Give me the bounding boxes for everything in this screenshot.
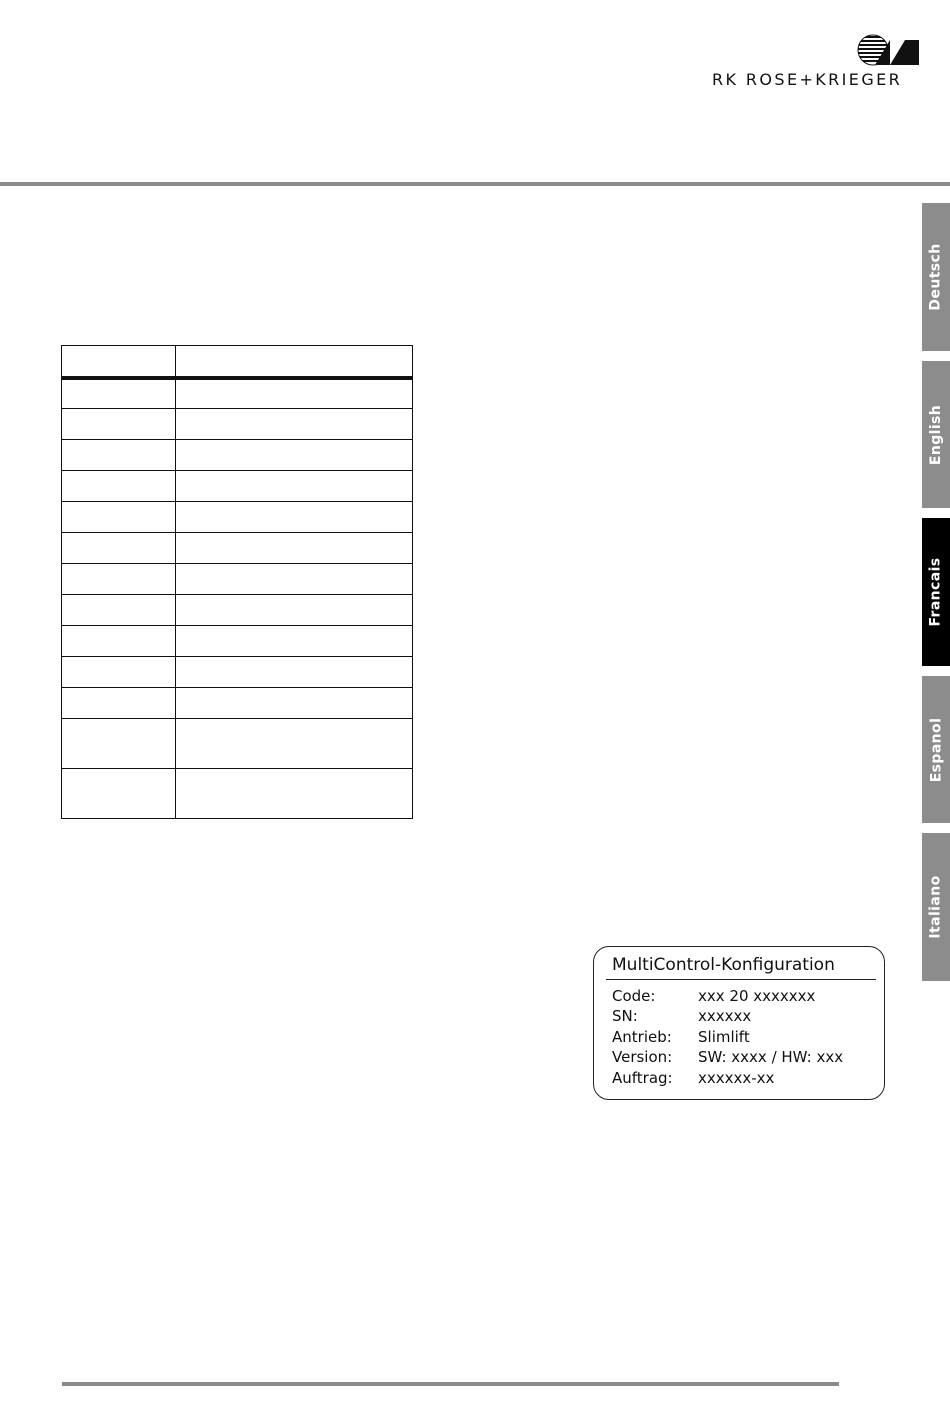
tab-label: Italiano [928,875,944,939]
table-cell [176,718,413,768]
table-cell [62,594,176,625]
table-cell [176,470,413,501]
table-cell [62,563,176,594]
table-row [62,439,413,470]
table-cell [176,439,413,470]
table-cell [62,378,176,408]
config-key: Version: [612,1048,673,1067]
config-value: xxx 20 xxxxxxx [698,987,816,1005]
tab-english[interactable] [922,361,950,508]
tab-label: Deutsch [928,243,944,311]
table-cell [176,408,413,439]
table-cell [176,625,413,656]
table-header-row [62,346,413,379]
table-row [62,470,413,501]
table-row [62,408,413,439]
table-cell [62,470,176,501]
table-cell [62,408,176,439]
table-cell [62,532,176,563]
table-cell [62,687,176,718]
brand-name: RK ROSE+KRIEGER [712,70,903,89]
table-row [62,594,413,625]
config-value: Slimlift [698,1027,750,1046]
table-cell [176,594,413,625]
config-key: Antrieb: [612,1027,672,1046]
header-divider [0,182,950,186]
tab-deutsch[interactable] [922,203,950,351]
rk-logo-icon [857,34,921,66]
table-row [62,563,413,594]
tab-label: Espanol [928,717,944,782]
table-row [62,532,413,563]
table-cell [176,768,413,818]
table-cell [176,378,413,408]
table-cell [62,718,176,768]
table-cell [176,346,413,379]
config-key: Code: [612,987,656,1005]
tab-francais[interactable] [922,518,950,666]
table-row [62,501,413,532]
table-cell [62,656,176,687]
table-cell [176,501,413,532]
config-value: xxxxxx-xx [698,1068,775,1087]
brand-logo [712,34,922,90]
table-cell [176,532,413,563]
config-label-title: MultiControl-Konfiguration [612,955,835,975]
tab-espanol[interactable] [922,676,950,823]
config-value: xxxxxx [698,1007,752,1026]
table-row [62,768,413,818]
table-cell [62,768,176,818]
table-cell [62,346,176,379]
table-cell [62,625,176,656]
config-key: SN: [612,1007,638,1026]
table-cell [62,501,176,532]
config-label-divider [606,979,876,980]
table-row [62,378,413,408]
table-cell [176,656,413,687]
table-row [62,656,413,687]
table-cell [176,563,413,594]
table-cell [62,439,176,470]
spec-table [61,345,413,819]
footer-divider [62,1382,839,1386]
config-key: Auftrag: [612,1068,673,1087]
config-value: SW: xxxx / HW: xxx [698,1048,844,1067]
table-row [62,718,413,768]
config-label [593,946,885,1100]
tab-label: English [928,404,944,465]
table-row [62,687,413,718]
table-row [62,625,413,656]
tab-label: Francais [928,557,945,627]
tab-italiano[interactable] [922,833,950,981]
table-cell [176,687,413,718]
